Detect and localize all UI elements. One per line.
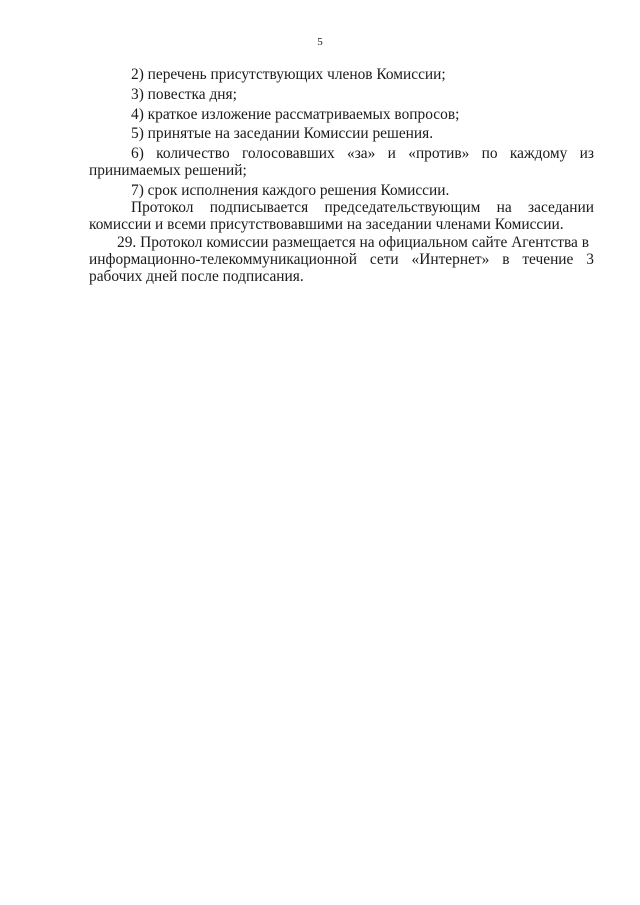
word: и (387, 145, 396, 162)
word: течение (522, 251, 574, 268)
word: на (496, 199, 512, 216)
list-item-6-line-2: принимаемых решений; (89, 162, 247, 179)
word: каждому (509, 145, 568, 162)
word: «за» (347, 145, 376, 162)
list-item-7: 7) срок исполнения каждого решения Комиссии. (131, 182, 450, 199)
word: по (481, 145, 498, 162)
list-item-6-line-1 (131, 145, 594, 163)
word: подписывается (209, 199, 309, 216)
word: голосовавших (242, 145, 335, 162)
word: «Интернет» (411, 251, 490, 268)
word: 3 (586, 251, 594, 268)
list-item-2: 2) перечень присутствующих членов Комиссии; (131, 66, 446, 83)
paragraph-29-line-2 (89, 251, 594, 269)
word: «против» (408, 145, 470, 162)
page-number: 5 (317, 36, 323, 48)
word: количество (156, 145, 230, 162)
paragraph-29-line-3: рабочих дней после подписания. (89, 268, 304, 285)
word: в (502, 251, 510, 268)
list-item-5: 5) принятые на заседании Комиссии решения. (131, 125, 434, 142)
protocol-signed-line-1 (131, 199, 594, 217)
word: председательствующим (324, 199, 481, 216)
list-item-3: 3) повестка дня; (131, 86, 237, 103)
word: Протокол (131, 199, 194, 216)
word: сети (369, 251, 399, 268)
paragraph-29-line-1: 29. Протокол комиссии размещается на официальном сайте Агентства в (117, 234, 589, 251)
word: заседании (528, 199, 594, 216)
list-item-4: 4) краткое изложение рассматриваемых вопросов; (131, 106, 460, 123)
word: из (579, 145, 594, 162)
word: информационно-телекоммуникационной (89, 251, 357, 268)
word: 6) (131, 145, 144, 162)
protocol-signed-line-2: комиссии и всеми присутствовавшими на заседании членами Комиссии. (89, 216, 564, 233)
